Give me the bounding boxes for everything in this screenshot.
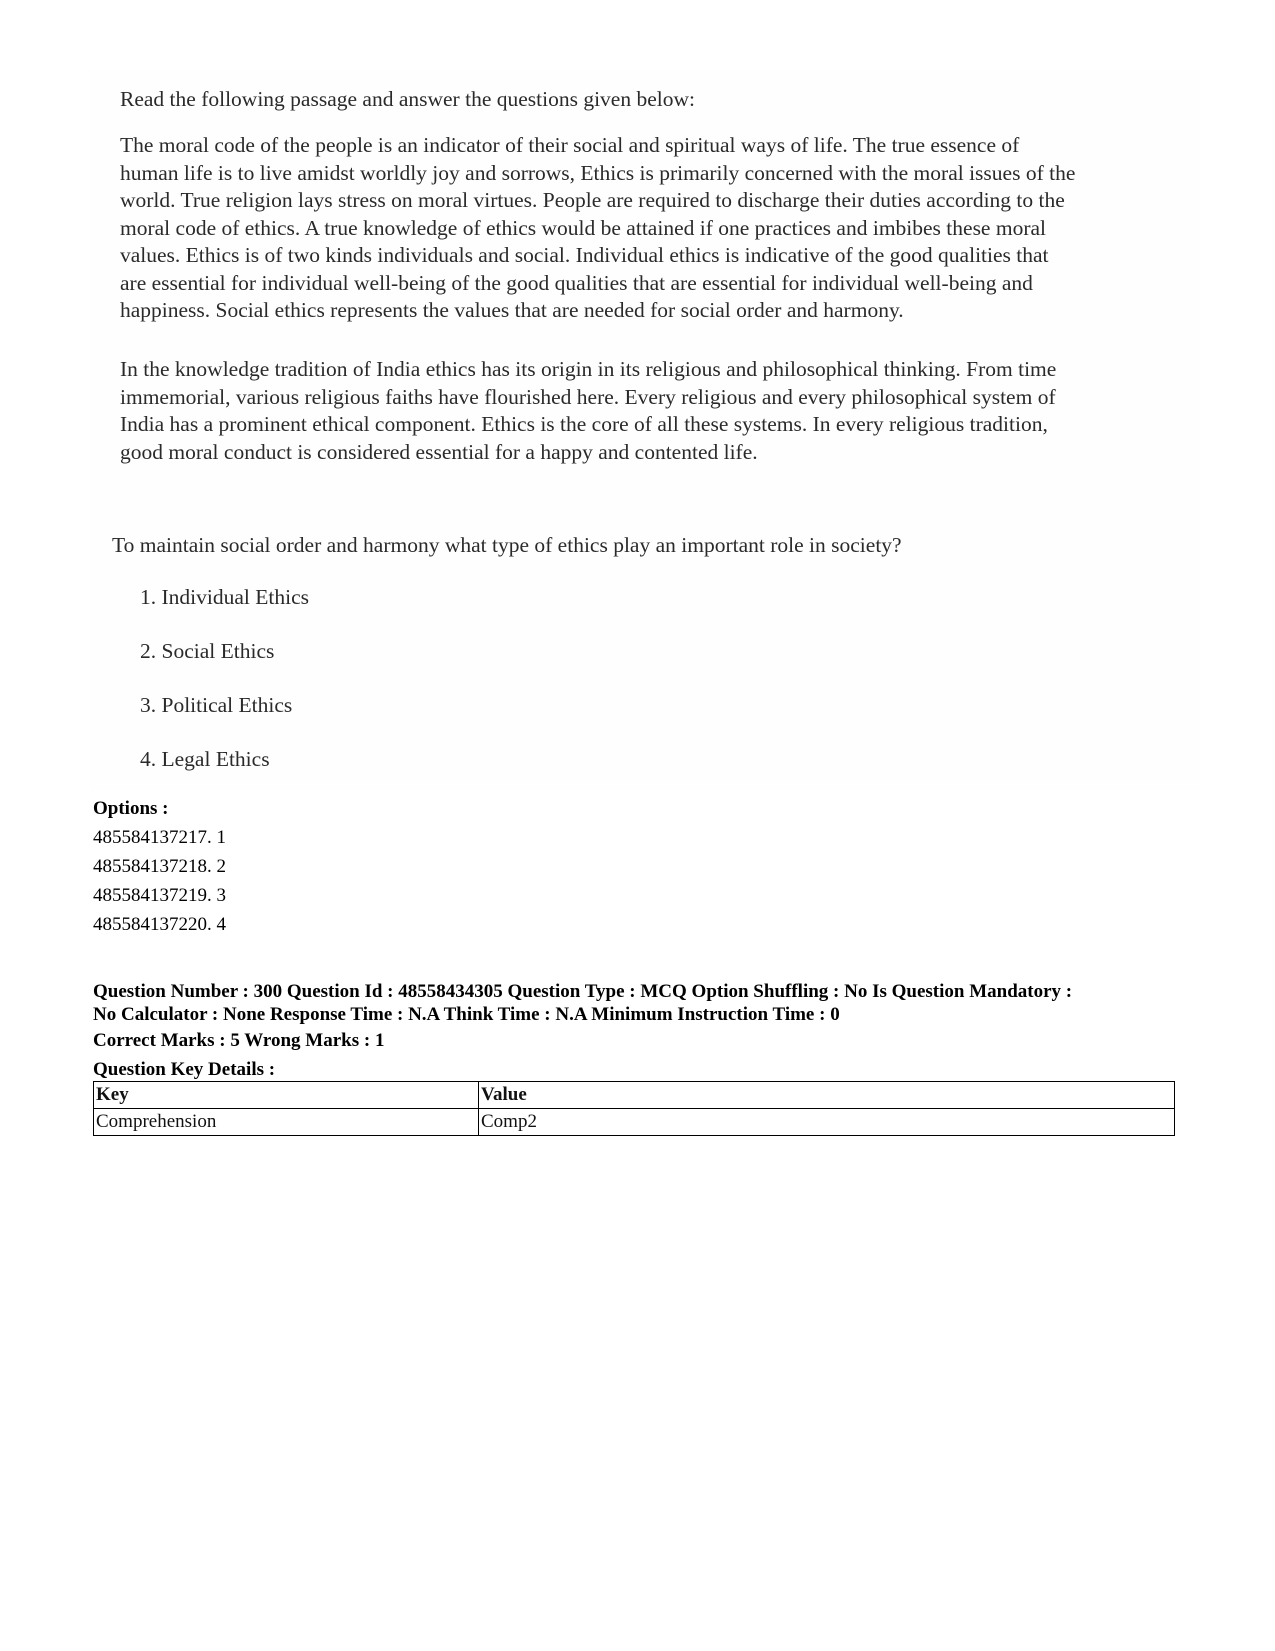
choice-political-ethics: 3. Political Ethics: [140, 693, 293, 717]
passage-paragraph-2: [120, 356, 1195, 466]
paragraph-line: human life is to live amidst worldly joy and sorrows, Ethics is primarily concerned with the moral issues of the: [120, 160, 1076, 185]
table-row: [94, 1109, 1175, 1136]
question-metadata: [93, 980, 1203, 1026]
options-heading: Options :: [93, 798, 169, 819]
marks-info: Correct Marks : 5 Wrong Marks : 1: [93, 1030, 385, 1051]
metadata-line-1: Question Number : 300 Question Id : 48558434305 Question Type : MCQ Option Shuffling : No Is Question Mandatory :: [93, 981, 1073, 1002]
table-header-row: [94, 1082, 1175, 1109]
passage-paragraph-1: [120, 132, 1195, 325]
paragraph-line: immemorial, various religious faiths have flourished here. Every religious and every philosophical system of: [120, 384, 1056, 409]
paragraph-line: moral code of ethics. A true knowledge of ethics would be attained if one practices and imbibes these moral: [120, 215, 1047, 240]
header-value: Value: [479, 1082, 1175, 1109]
key-details-heading: Question Key Details :: [93, 1059, 276, 1080]
cell-value: Comp2: [479, 1109, 1175, 1136]
cell-key: Comprehension: [94, 1109, 479, 1136]
choice-social-ethics: 2. Social Ethics: [140, 639, 275, 663]
paragraph-line: In the knowledge tradition of India ethics has its origin in its religious and philosophical thinking. From time: [120, 357, 1057, 381]
option-item: 485584137220. 4: [93, 914, 226, 935]
paragraph-line: good moral conduct is considered essential for a happy and contented life.: [120, 439, 758, 464]
option-item: 485584137218. 2: [93, 856, 226, 877]
metadata-line-2: No Calculator : None Response Time : N.A Think Time : N.A Minimum Instruction Time : 0: [93, 1004, 840, 1025]
paragraph-line: The moral code of the people is an indicator of their social and spiritual ways of life. The true essence of: [120, 133, 1020, 157]
paragraph-line: are essential for individual well-being of the good qualities that are essential for individual well-being and: [120, 270, 1033, 295]
paragraph-line: happiness. Social ethics represents the values that are needed for social order and harmony.: [120, 298, 904, 322]
choice-legal-ethics: 4. Legal Ethics: [140, 747, 270, 771]
paragraph-line: India has a prominent ethical component. Ethics is the core of all these systems. In every religious tradition,: [120, 412, 1048, 436]
passage-intro: Read the following passage and answer the questions given below:: [120, 87, 695, 111]
choice-individual-ethics: 1. Individual Ethics: [140, 585, 309, 609]
option-item: 485584137219. 3: [93, 885, 226, 906]
question-text: To maintain social order and harmony what type of ethics play an important role in society?: [112, 533, 902, 557]
passage-scan-image: [90, 70, 1200, 790]
header-key: Key: [94, 1082, 479, 1109]
option-item: 485584137217. 1: [93, 827, 226, 848]
paragraph-line: world. True religion lays stress on moral virtues. People are required to discharge their duties according to the: [120, 188, 1065, 212]
options-list: [93, 827, 226, 943]
paragraph-line: values. Ethics is of two kinds individuals and social. Individual ethics is indicative of the good qualities that: [120, 243, 1049, 267]
key-details-table: [93, 1081, 1175, 1136]
